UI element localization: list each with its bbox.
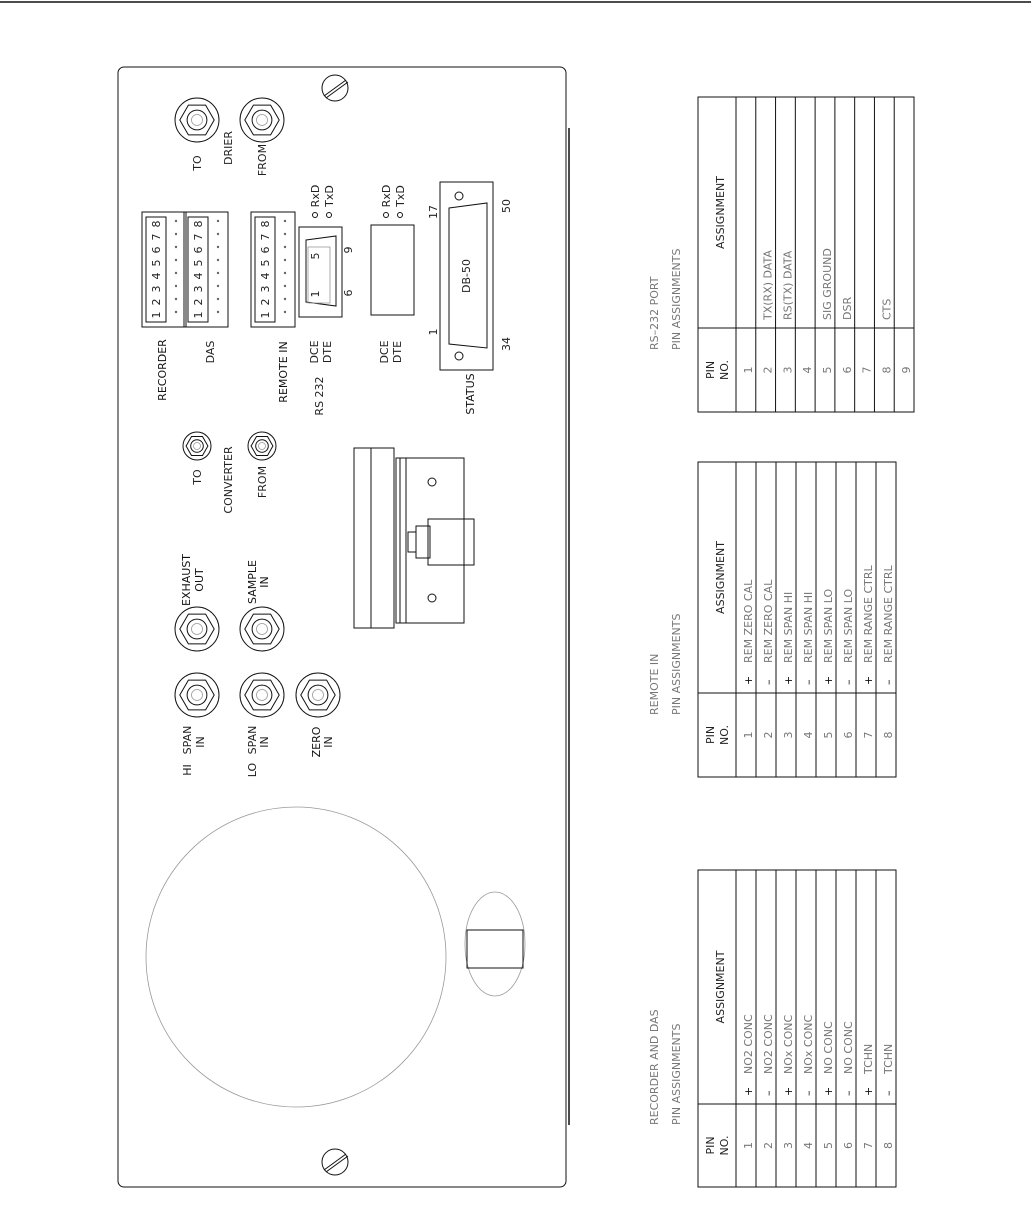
pin-number-cell: 1 — [742, 1142, 755, 1149]
table-row — [841, 297, 854, 374]
table-row — [862, 564, 875, 738]
txd-led-icon — [327, 213, 332, 218]
remote-in-table — [648, 462, 896, 777]
sign-cell: + — [822, 1086, 835, 1096]
switch-rxd-label: RxD — [380, 184, 393, 208]
pin-number-cell: 1 — [741, 366, 755, 374]
switch-dte-label: DTE — [391, 340, 404, 364]
sign-cell: + — [862, 675, 875, 685]
assignment-cell: REM ZERO CAL — [742, 579, 755, 663]
terminal-pin-number: 8 — [150, 220, 163, 228]
lo-span-labels — [246, 726, 271, 778]
terminal-pin-number: 1 — [259, 311, 272, 319]
pin-no-header: PIN — [704, 725, 717, 745]
das-terminal-block — [184, 212, 228, 327]
power-inlet-icon — [465, 892, 525, 996]
zero-label: ZERO — [310, 726, 323, 758]
table-title: RECORDER AND DAS — [648, 1009, 661, 1125]
pin-no-header-2: NO. — [718, 360, 731, 380]
pin-number-cell: 1 — [742, 731, 755, 739]
pin-assignment-tables — [648, 97, 914, 1187]
converter-from-label: FROM — [256, 465, 269, 499]
db9-pin5-label: 5 — [309, 252, 322, 260]
pin-number-cell: 5 — [822, 731, 835, 739]
hi-span-in-fitting-icon — [175, 673, 219, 717]
table-row — [762, 250, 775, 374]
to-drier-from-label: FROM — [256, 143, 269, 177]
table-row — [880, 299, 893, 374]
assignment-cell: REM SPAN HI — [802, 591, 815, 663]
terminal-pin-number: 3 — [192, 285, 205, 293]
lo-span-label: SPAN — [246, 725, 259, 755]
pin-number-cell: 9 — [900, 366, 914, 374]
rs232-txd-label: TxD — [323, 185, 336, 207]
pin-number-cell: 6 — [842, 1142, 855, 1149]
table-subtitle: PIN ASSIGNMENTS — [670, 613, 683, 715]
hi-span-labels — [181, 726, 207, 776]
assignment-cell: NO2 CONC — [742, 1014, 755, 1074]
converter-to-label: TO — [191, 469, 204, 485]
rs232-table — [648, 97, 914, 412]
sign-cell: – — [802, 679, 815, 685]
rs232-db9-connector — [299, 227, 355, 317]
db50-pin50-label: 50 — [500, 199, 513, 213]
pin-number-cell: 3 — [781, 366, 795, 374]
assignment-cell: REM SPAN HI — [782, 591, 795, 663]
table-row — [742, 579, 755, 739]
db50-label: DB-50 — [460, 259, 473, 293]
terminal-pin-number: 3 — [259, 285, 272, 293]
recorder-label: RECORDER — [156, 339, 169, 401]
table-subtitle: PIN ASSIGNMENTS — [670, 1023, 683, 1125]
lo-label: LO — [246, 762, 259, 778]
table-row — [821, 248, 834, 373]
assignment-cell: NO CONC — [822, 1021, 835, 1074]
pin-number-cell: 4 — [802, 1142, 815, 1149]
to-drier-to-label: TO — [191, 155, 204, 171]
terminal-pin-number: 1 — [150, 311, 163, 319]
terminal-pin-number: 4 — [259, 272, 272, 280]
table-row — [822, 589, 835, 739]
pin-number-cell: 2 — [762, 731, 775, 739]
terminal-pin-number: 7 — [150, 233, 163, 241]
zero-labels — [310, 726, 335, 757]
terminal-pin-number: 5 — [259, 259, 272, 267]
pin-no-header-2: NO. — [718, 725, 731, 745]
sign-cell: – — [842, 679, 855, 685]
sign-cell: + — [782, 675, 795, 685]
dce-dte-switch — [371, 185, 414, 364]
terminal-pin-number: 5 — [150, 259, 163, 267]
terminal-pin-number: 6 — [259, 246, 272, 254]
table-row — [782, 592, 795, 739]
pin-number-cell: 4 — [801, 366, 815, 374]
recorder-terminal-block — [142, 212, 186, 327]
pin-no-header: PIN — [704, 360, 717, 380]
drier-to-fitting-icon — [175, 98, 219, 142]
pin-number-cell: 6 — [842, 731, 855, 739]
table-row — [802, 1015, 815, 1149]
pin-number-cell: 3 — [782, 731, 795, 739]
table-row — [781, 250, 794, 373]
assignment-cell: NOx CONC — [802, 1014, 815, 1074]
assignment-cell: NOx CONC — [782, 1014, 795, 1074]
table-row — [782, 1015, 795, 1149]
status-label: STATUS — [464, 373, 477, 415]
sign-cell: – — [882, 1090, 895, 1096]
assignment-cell: TX(RX) DATA — [761, 250, 775, 320]
pin-number-cell: 5 — [821, 366, 834, 374]
drier-label: DRIER — [222, 131, 235, 165]
pin-number-cell: 4 — [802, 731, 815, 739]
pin-number-cell: 7 — [862, 1142, 875, 1149]
assignment-cell: RS(TX) DATA — [781, 250, 795, 320]
recorder-das-table — [648, 870, 896, 1187]
to-converter-labels — [191, 446, 269, 514]
terminal-pin-number: 2 — [150, 298, 163, 306]
pin-number-cell: 2 — [762, 1142, 775, 1149]
hi-span-label: SPAN — [181, 725, 194, 755]
table-row — [882, 1044, 895, 1149]
lo-span-in-label: IN — [258, 736, 271, 748]
exhaust-out-fitting-icon — [175, 607, 219, 651]
assignment-cell: TCHN — [882, 1043, 895, 1074]
screw-top-icon — [322, 75, 348, 101]
assignment-header: ASSIGNMENT — [714, 541, 727, 614]
table-row — [762, 1014, 775, 1149]
switch-txd-label: TxD — [394, 185, 407, 207]
terminal-pin-number: 5 — [192, 259, 205, 267]
assignment-cell: DSR — [840, 296, 854, 320]
sign-cell: – — [762, 679, 775, 685]
assignment-cell: REM SPAN LO — [822, 588, 835, 663]
exhaust-label: EXHAUST — [180, 553, 193, 607]
terminal-pin-number: 8 — [259, 220, 272, 228]
table-title: REMOTE IN — [648, 653, 661, 715]
db50-pin17-label: 17 — [427, 205, 440, 219]
table-row — [742, 367, 755, 374]
assignment-cell: SIG GROUND — [821, 248, 834, 320]
pin-number-cell: 7 — [862, 731, 875, 739]
remote-in-label: REMOTE IN — [277, 341, 290, 403]
terminal-pin-number: 6 — [192, 246, 205, 254]
sample-labels — [246, 560, 271, 604]
terminal-pin-number: 7 — [259, 233, 272, 241]
hi-span-in-label: IN — [194, 736, 207, 748]
pin-number-cell: 8 — [880, 366, 894, 374]
terminal-pin-number: 7 — [192, 233, 205, 241]
db50-pin34-label: 34 — [500, 337, 513, 351]
sign-cell: – — [882, 679, 895, 685]
converter-from-fitting-icon — [248, 432, 276, 460]
rs232-dte-label: DTE — [321, 340, 334, 364]
terminal-pin-number: 2 — [192, 298, 205, 306]
drier-from-fitting-icon — [240, 98, 284, 142]
terminal-pin-number: 2 — [259, 298, 272, 306]
sign-cell: – — [762, 1090, 775, 1096]
pin-no-header: PIN — [704, 1136, 717, 1155]
pin-number-cell: 2 — [761, 366, 775, 374]
table-row — [862, 1044, 875, 1149]
assignment-cell: REM ZERO CAL — [762, 579, 775, 663]
terminal-pin-number: 3 — [150, 285, 163, 293]
sample-label: SAMPLE — [246, 560, 259, 604]
sample-in-fitting-icon — [240, 607, 284, 651]
sign-cell: – — [842, 1090, 855, 1096]
exhaust-out-label: OUT — [193, 568, 206, 592]
assignment-header: ASSIGNMENT — [714, 176, 727, 249]
terminal-pin-number: 1 — [192, 311, 205, 319]
sign-cell: + — [862, 1086, 875, 1096]
rxd-led-icon — [313, 213, 318, 218]
converter-label: CONVERTER — [222, 446, 235, 514]
pin-number-cell: 8 — [882, 731, 895, 739]
table-subtitle: PIN ASSIGNMENTS — [670, 248, 683, 350]
assignment-cell: REM RANGE CTRL — [882, 565, 895, 663]
assignment-header: ASSIGNMENT — [714, 950, 727, 1024]
pin-number-cell: 7 — [860, 366, 874, 374]
sign-cell: + — [822, 675, 835, 685]
assignment-cell: REM RANGE CTRL — [862, 565, 875, 663]
db50-pin1-label: 1 — [427, 328, 440, 336]
switch-dce-label: DCE — [378, 340, 391, 364]
to-drier-labels — [191, 131, 269, 176]
db9-pin9-label: 9 — [342, 246, 355, 254]
pin-number-cell: 6 — [840, 366, 854, 374]
switch-txd-led-icon — [398, 213, 403, 218]
assignment-cell: NO2 CONC — [762, 1014, 775, 1074]
screw-bottom-icon — [322, 1149, 348, 1175]
terminal-pin-number: 8 — [192, 220, 205, 228]
terminal-pin-number: 6 — [150, 246, 163, 254]
table-row — [801, 367, 814, 374]
assignment-cell: REM SPAN LO — [842, 588, 855, 663]
zero-in-label: IN — [322, 736, 335, 748]
rs232-leds — [308, 185, 336, 416]
rs232-dce-label: DCE — [308, 340, 321, 364]
terminal-pin-number: 4 — [192, 272, 205, 280]
zero-in-fitting-icon — [296, 673, 340, 717]
hi-label: HI — [181, 764, 194, 776]
table-row — [842, 1021, 855, 1149]
terminal-pin-number: 4 — [150, 272, 163, 280]
table-row — [900, 367, 913, 374]
table-row — [822, 1021, 835, 1149]
table-row — [882, 564, 895, 738]
table-row — [742, 1014, 755, 1149]
sign-cell: – — [802, 1090, 815, 1096]
rs232-label: RS 232 — [313, 376, 326, 416]
converter-to-fitting-icon — [183, 432, 211, 460]
sign-cell: + — [742, 1086, 755, 1096]
pin-no-header-2: NO. — [718, 1135, 731, 1156]
table-row — [762, 579, 775, 739]
rs232-rxd-label: RxD — [309, 184, 322, 208]
lo-span-in-fitting-icon — [240, 673, 284, 717]
assignment-cell: TCHN — [862, 1043, 875, 1074]
db9-pin1-label: 1 — [309, 290, 322, 298]
pin-number-cell: 8 — [882, 1142, 895, 1149]
fan-opening-icon — [146, 807, 446, 1107]
status-db50-connector — [427, 182, 513, 415]
assignment-cell: CTS — [880, 298, 894, 320]
db9-pin6-label: 6 — [342, 289, 355, 297]
pin-number-cell: 3 — [782, 1142, 795, 1149]
table-row — [861, 367, 874, 374]
switch-rxd-led-icon — [384, 213, 389, 218]
instrument-rear-panel — [118, 67, 569, 1187]
pin-number-cell: 5 — [822, 1142, 835, 1149]
exhaust-labels — [180, 554, 206, 606]
terminal-blocks-group — [142, 212, 295, 327]
das-label: DAS — [204, 340, 217, 364]
sample-in-label: IN — [258, 576, 271, 588]
table-row — [842, 589, 855, 739]
assignment-cell: NO CONC — [842, 1021, 855, 1074]
sign-cell: + — [782, 1086, 795, 1096]
sign-cell: + — [742, 675, 755, 685]
table-row — [802, 592, 815, 739]
pump-assembly — [354, 448, 474, 628]
table-title: RS–232 PORT — [648, 276, 661, 350]
remote-in-terminal-block — [251, 212, 295, 327]
